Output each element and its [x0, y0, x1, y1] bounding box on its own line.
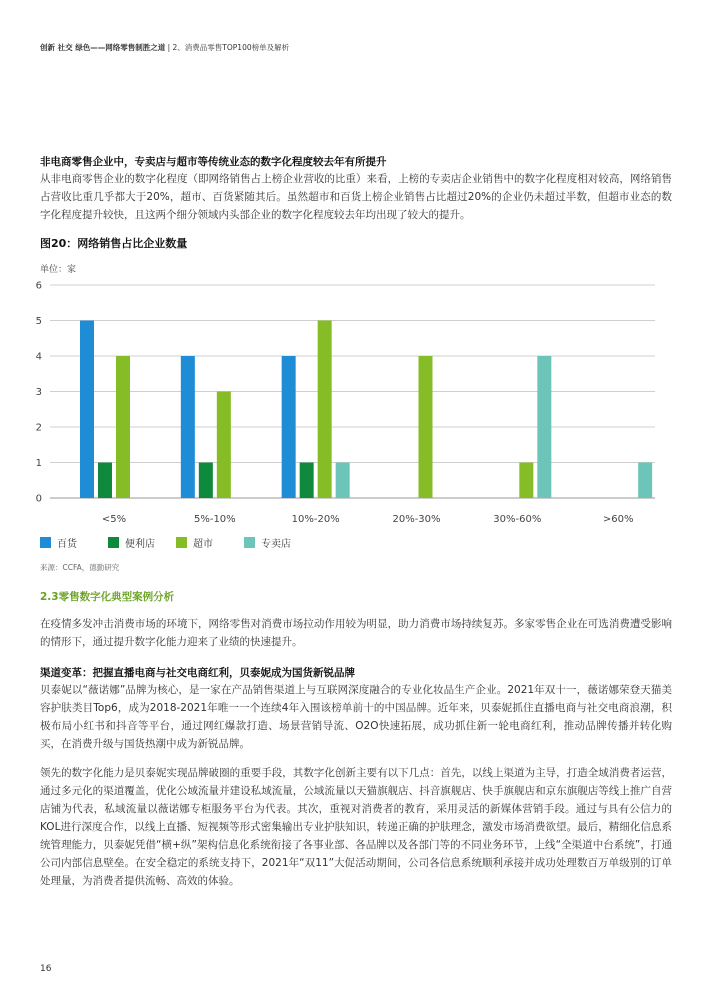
- x-tick-label: 30%-60%: [493, 514, 542, 525]
- x-tick-label: 20%-30%: [392, 514, 441, 525]
- bar: [537, 356, 551, 498]
- bar: [318, 321, 332, 499]
- legend-swatch: [176, 537, 187, 548]
- legend-label: 便利店: [125, 539, 155, 550]
- bar-chart: [30, 270, 660, 560]
- section3-title: 渠道变革：把握直播电商与社交电商红利，贝泰妮成为国货新锐品牌: [40, 667, 355, 679]
- y-tick-label: 6: [35, 280, 42, 292]
- bar: [80, 321, 94, 499]
- figure-unit: 单位：家: [40, 265, 77, 275]
- legend-label: 超市: [193, 539, 213, 550]
- x-tick-label: 5%-10%: [193, 514, 236, 525]
- figure-source: 来源：CCFA，德勤研究: [40, 563, 120, 572]
- section2-heading: 2.3零售数字化典型案例分析: [40, 591, 175, 603]
- legend-label: 百货: [57, 539, 77, 550]
- section3-body2: 领先的数字化能力是贝泰妮实现品牌破圈的重要手段，其数字化创新主要有以下几点：首先，以线上渠道为主导，打造全域消费者运营，通过多元化的渠道覆盖，优化公域流量并建设私域流量，公域流量以天猫旗舰店、抖音旗舰店、快手旗舰店和京东旗舰店等线上推广自营店铺为代表，私域流量以薇诺娜专柜服务平台为代表。其次，重视对消费者的教育，采用灵活的新媒体营销手段。通过与具有公信力的KOL进行深度合作，以线上直播、短视频等形式密集输出专业护肤知识，转递正确的护肤理念，激发市场消费欲望。最后，精细化信息系统管理能力，贝泰妮凭借“横+纵”架构信息化系统衔接了各事业部、各品牌以及各部门等的不同业务环节，上线“全渠道中台系统”，打通公司内部信息壁垒。在安全稳定的系统支持下，2021年“双11”大促活动期间，公司各信息系统顺利承接并成功处理数百万单级别的订单处理量，为消费者提供流畅、高效的体验。: [40, 767, 672, 887]
- bar: [217, 392, 231, 499]
- y-tick-label: 2: [35, 422, 42, 434]
- section1-title: 非电商零售企业中，专卖店与超市等传统业态的数字化程度较去年有所提升: [40, 156, 387, 168]
- chart-bars: [80, 321, 652, 499]
- x-tick-label: <5%: [101, 514, 127, 525]
- bar: [638, 463, 652, 499]
- y-tick-label: 4: [35, 351, 42, 363]
- header-right: 2、消费品零售TOP100榜单及解析: [172, 43, 290, 52]
- bar: [98, 463, 112, 499]
- figure-title: 图20：网络销售占比企业数量: [40, 237, 188, 250]
- bar: [116, 356, 130, 498]
- bar: [282, 356, 296, 498]
- bar: [300, 463, 314, 499]
- section2-body: 在疫情多发冲击消费市场的环境下，网络零售对消费市场拉动作用较为明显，助力消费市场持续复苏。多家零售企业在可选消费遭受影响的情形下，通过提升数字化能力迎来了业绩的快速提升。: [40, 618, 672, 648]
- y-tick-label: 0: [35, 493, 42, 505]
- bar: [336, 463, 350, 499]
- y-tick-label: 3: [35, 387, 42, 398]
- legend-swatch: [40, 537, 51, 548]
- legend-label: 专卖店: [261, 539, 291, 550]
- chart-grid: [50, 285, 655, 498]
- y-tick-label: 5: [35, 316, 42, 327]
- bar: [419, 356, 433, 498]
- x-tick-label: >60%: [602, 514, 634, 525]
- y-tick-label: 1: [35, 458, 42, 469]
- bar: [199, 463, 213, 499]
- page-number: 16: [40, 964, 52, 974]
- header-separator: |: [165, 43, 173, 52]
- section1-body: 从非电商零售企业的数字化程度（即网络销售占上榜企业营收的比重）来看，上榜的专卖店企业销售中的数字化程度相对较高，网络销售占营收比重几乎都大于20%，超市、百货紧随其后。虽然超市和百货上榜企业销售占比超过20%的企业仍未超过半数，但超市业态的数字化程度提升较快，且这两个细分领域内头部企业的数字化程度较去年均出现了较大的提升。: [40, 173, 672, 221]
- legend-swatch: [108, 537, 119, 548]
- running-header: [40, 42, 289, 53]
- x-tick-label: 10%-20%: [291, 514, 340, 525]
- chart-legend: [40, 537, 291, 550]
- legend-swatch: [244, 537, 255, 548]
- bar: [519, 463, 533, 499]
- header-left: 创新 社交 绿色——网络零售制胜之道: [40, 43, 166, 52]
- section3-body1: 贝泰妮以“薇诺娜”品牌为核心，是一家在产品销售渠道上与互联网深度融合的专业化妆品生产企业。2021年双十一，薇诺娜荣登天猫美容护肤类目Top6，成为2018-2021年唯一一个连续4年入围该榜单前十的中国品牌。近年来，贝泰妮抓住直播电商与社交电商浪潮，积极布局小红书和抖音等平台，通过网红爆款打造、场景营销导流、O2O快速拓展，成功抓住新一轮电商红利，推动品牌传播并转化购买，在消费升级与国货热潮中成为新锐品牌。: [40, 684, 672, 750]
- bar: [181, 356, 195, 498]
